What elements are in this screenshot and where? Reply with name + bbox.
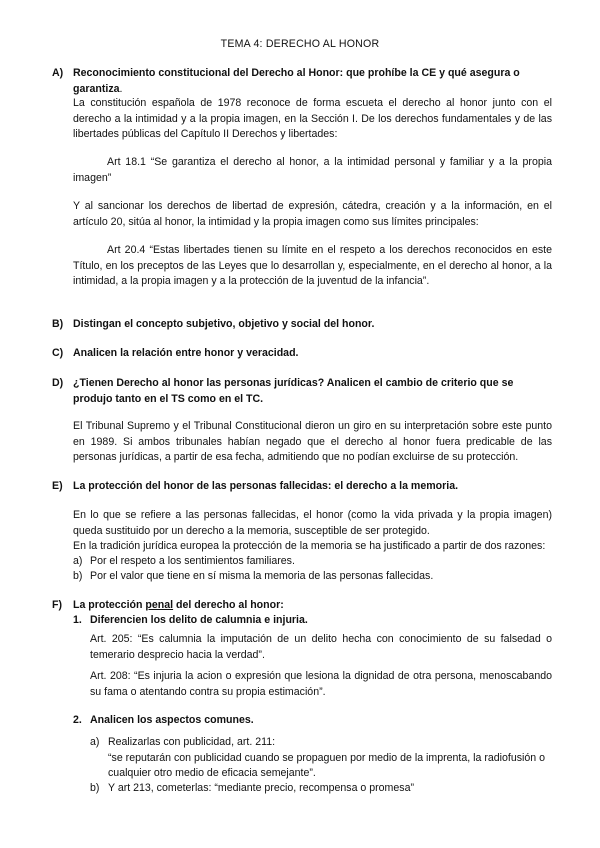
list-item-text: Y art 213, cometerlas: “mediante precio, recompensa o promesa” bbox=[108, 782, 414, 794]
section-c-label: C) bbox=[52, 347, 64, 359]
list-item bbox=[73, 569, 552, 585]
section-a-label: A) bbox=[52, 67, 64, 79]
section-a-quote-1: Art 18.1 “Se garantiza el derecho al honor, a la intimidad personal y familiar y a la propia imagen” bbox=[73, 156, 552, 184]
section-a-heading-text: Reconocimiento constitucional del Derecho al Honor: que prohíbe la CE y qué asegura o garantiza bbox=[73, 67, 520, 95]
list-item bbox=[73, 554, 552, 570]
subsection-1-paragraph-2: Art. 208: “Es injuria la acion o expresión que lesiona la dignidad de otra persona, menoscabando su fama o atentando contra su propia estimación”. bbox=[90, 670, 552, 698]
section-b-label: B) bbox=[52, 318, 64, 330]
document-title: TEMA 4: DERECHO AL HONOR bbox=[220, 38, 380, 50]
section-f-heading bbox=[52, 598, 552, 614]
list-item-text: Por el valor que tiene en sí misma la memoria de las personas fallecidas. bbox=[90, 570, 434, 582]
section-b-heading bbox=[52, 317, 552, 333]
section-c-heading-text: Analicen la relación entre honor y veracidad. bbox=[73, 347, 299, 359]
section-c-heading bbox=[52, 346, 552, 362]
section-d-label: D) bbox=[52, 377, 64, 389]
section-e-paragraph-2: En la tradición jurídica europea la protección de la memoria se ha justificado a partir de dos razones: bbox=[73, 540, 546, 552]
section-b-heading-text: Distingan el concepto subjetivo, objetivo y social del honor. bbox=[73, 318, 375, 330]
section-e-label: E) bbox=[52, 480, 63, 492]
section-f-heading-pre: La protección bbox=[73, 599, 146, 611]
subsection-1-paragraph-1: Art. 205: “Es calumnia la imputación de un delito hecha con conocimiento de su falsedad o temerario desprecio hacia la verdad”. bbox=[90, 633, 552, 661]
list-item-label: a) bbox=[90, 736, 100, 748]
subsection-2-heading bbox=[73, 713, 552, 729]
section-f-label: F) bbox=[52, 599, 62, 611]
section-f-heading-post: del derecho al honor: bbox=[173, 599, 284, 611]
list-item-quote: “se reputarán con publicidad cuando se propaguen por medio de la imprenta, la radiofusión o cualquier otro medio de eficacia semejante”. bbox=[108, 751, 545, 779]
section-f-heading-underlined: penal bbox=[145, 599, 174, 611]
list-item bbox=[90, 735, 552, 782]
section-a-paragraph-2: Y al sancionar los derechos de libertad de expresión, cátedra, creación y a la información, en el artículo 20, sitúa al honor, la intimidad y la propia imagen como sus límites principales: bbox=[73, 200, 552, 228]
section-d-heading-text: ¿Tienen Derecho al honor las personas jurídicas? Analicen el cambio de criterio que se produjo tanto en el TS como en el TC. bbox=[73, 377, 514, 405]
list-item-text: Realizarlas con publicidad, art. 211: bbox=[108, 736, 276, 748]
section-d-paragraph-1: El Tribunal Supremo y el Tribunal Constitucional dieron un giro en su interpretación sobre este punto en 1989. Si ambos tribunales habían negado que el derecho al honor fuera predicable de las personas jurídicas, a partir de esa fecha, admitiendo que no podían excluirse de su protección. bbox=[73, 420, 552, 463]
section-e-heading-text: La protección del honor de las personas fallecidas: el derecho a la memoria. bbox=[73, 480, 459, 492]
list-item-label: b) bbox=[73, 570, 83, 582]
list-item-label: b) bbox=[90, 782, 100, 794]
list-item-label: a) bbox=[73, 555, 83, 567]
section-a-heading bbox=[52, 66, 552, 97]
list-item bbox=[90, 781, 552, 797]
subsection-1-heading bbox=[73, 613, 552, 629]
subsection-1-label: 1. bbox=[73, 614, 82, 626]
section-e-paragraph-1: En lo que se refiere a las personas fallecidas, el honor (como la vida privada y la propia imagen) queda sustituido por un derecho a la memoria, susceptible de ser protegido. bbox=[73, 509, 552, 537]
section-a-paragraph-1: La constitución española de 1978 reconoce de forma escueta el derecho al honor junto con el derecho a la intimidad y a la propia imagen, en la Sección I. De los derechos fundamentales y de las libertades públicas del Capítulo II Derechos y libertades: bbox=[73, 97, 552, 140]
list-item-text: Por el respeto a los sentimientos familiares. bbox=[90, 555, 295, 567]
section-e-heading bbox=[52, 479, 552, 495]
section-a-quote-2: Art 20.4 “Estas libertades tienen su límite en el respeto a los derechos reconocidos en este Título, en los preceptos de las Leyes que lo desarrollan y, especialmente, en el derecho al honor, a la intimidad, a la propia imagen y a la protección de la juventud de la infancia”. bbox=[73, 244, 552, 287]
section-a-heading-end: . bbox=[119, 82, 123, 95]
subsection-2-label: 2. bbox=[73, 714, 82, 726]
subsection-2-heading-text: Analicen los aspectos comunes. bbox=[90, 714, 254, 726]
subsection-1-heading-text: Diferencien los delito de calumnia e injuria. bbox=[90, 614, 308, 626]
section-d-heading bbox=[52, 376, 552, 407]
